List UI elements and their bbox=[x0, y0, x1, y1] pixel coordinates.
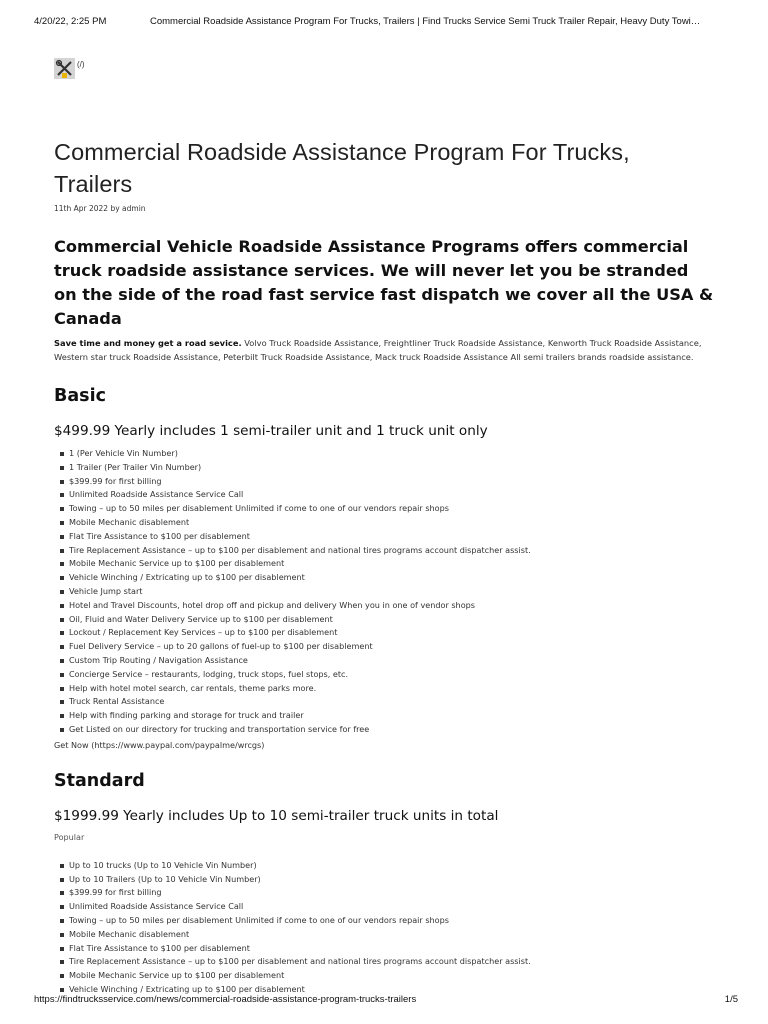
print-doc-title: Commercial Roadside Assistance Program For Trucks, Trailers | Find Trucks Service Semi Truck Trailer Repair, Heavy Duty Towi… bbox=[150, 16, 701, 27]
standard-feature-list bbox=[54, 859, 714, 997]
feature-item: Vehicle Winching / Extricating up to $100 per disablement bbox=[54, 571, 714, 585]
feature-item: Concierge Service – restaurants, lodging, truck stops, fuel stops, etc. bbox=[54, 668, 714, 682]
feature-item: Mobile Mechanic Service up to $100 per disablement bbox=[54, 969, 714, 983]
standard-plan-price: $1999.99 Yearly includes Up to 10 semi-trailer truck units in total bbox=[54, 807, 499, 824]
print-url: https://findtrucksservice.com/news/commercial-roadside-assistance-program-trucks-trailers bbox=[34, 994, 417, 1005]
feature-item: Hotel and Travel Discounts, hotel drop off and pickup and delivery When you in one of vendor shops bbox=[54, 599, 714, 613]
feature-item: Lockout / Replacement Key Services – up to $100 per disablement bbox=[54, 626, 714, 640]
feature-item: Truck Rental Assistance bbox=[54, 695, 714, 709]
feature-item: 1 (Per Vehicle Vin Number) bbox=[54, 447, 714, 461]
page-title: Commercial Roadside Assistance Program For Trucks, Trailers bbox=[54, 139, 630, 197]
feature-item: Mobile Mechanic disablement bbox=[54, 516, 714, 530]
site-logo-link[interactable] bbox=[54, 58, 85, 79]
feature-item: Vehicle Winching / Extricating up to $100 per disablement bbox=[54, 983, 714, 997]
popular-badge: Popular bbox=[54, 831, 85, 842]
page-number: 1/5 bbox=[724, 994, 738, 1005]
intro-text: Volvo Truck Roadside Assistance, Freightliner Truck Roadside Assistance, Kenworth Truck Roadside Assistance, Western star truck Roadside Assistance, Peterbilt Truck Roadside Assistance, Mack truck Roadside Assistance All semi trailers brands roadside assistance. bbox=[54, 338, 702, 362]
standard-plan-heading: Standard bbox=[54, 770, 145, 791]
feature-item: Unlimited Roadside Assistance Service Call bbox=[54, 900, 714, 914]
feature-item: Up to 10 trucks (Up to 10 Vehicle Vin Number) bbox=[54, 859, 714, 873]
feature-item: Vehicle Jump start bbox=[54, 585, 714, 599]
feature-item: Mobile Mechanic Service up to $100 per disablement bbox=[54, 557, 714, 571]
print-header bbox=[34, 16, 738, 30]
feature-item: Towing – up to 50 miles per disablement Unlimited if come to one of our vendors repair shops bbox=[54, 914, 714, 928]
print-datetime: 4/20/22, 2:25 PM bbox=[34, 16, 107, 27]
feature-item: Towing – up to 50 miles per disablement Unlimited if come to one of our vendors repair shops bbox=[54, 502, 714, 516]
basic-get-now-link[interactable]: Get Now (https://www.paypal.com/paypalme/wrcgs) bbox=[54, 739, 265, 750]
feature-item: 1 Trailer (Per Trailer Vin Number) bbox=[54, 461, 714, 475]
feature-item: $399.99 for first billing bbox=[54, 886, 714, 900]
basic-plan-price: $499.99 Yearly includes 1 semi-trailer unit and 1 truck unit only bbox=[54, 423, 488, 439]
truck-tools-logo-icon bbox=[54, 58, 75, 79]
feature-item: Help with finding parking and storage for truck and trailer bbox=[54, 709, 714, 723]
article bbox=[54, 136, 714, 997]
logo-link-text: (/) bbox=[77, 60, 85, 69]
feature-item: Up to 10 Trailers (Up to 10 Vehicle Vin Number) bbox=[54, 873, 714, 887]
feature-item: Mobile Mechanic disablement bbox=[54, 928, 714, 942]
post-meta: 11th Apr 2022 by admin bbox=[54, 204, 146, 213]
intro-bold: Save time and money get a road sevice. bbox=[54, 338, 242, 348]
lead-heading: Commercial Vehicle Roadside Assistance Programs offers commercial truck roadside assistance services. We will never let you be stranded on the side of the road fast service fast dispatch we cover all the USA & Canada bbox=[54, 237, 714, 328]
intro-paragraph bbox=[54, 336, 714, 364]
feature-item: Custom Trip Routing / Navigation Assistance bbox=[54, 654, 714, 668]
feature-item: Get Listed on our directory for trucking and transportation service for free bbox=[54, 723, 714, 737]
feature-item: Oil, Fluid and Water Delivery Service up to $100 per disablement bbox=[54, 613, 714, 627]
feature-item: Tire Replacement Assistance – up to $100 per disablement and national tires programs account dispatcher assist. bbox=[54, 544, 714, 558]
basic-feature-list bbox=[54, 447, 714, 737]
feature-item: Fuel Delivery Service – up to 20 gallons of fuel-up to $100 per disablement bbox=[54, 640, 714, 654]
feature-item: Flat Tire Assistance to $100 per disablement bbox=[54, 942, 714, 956]
feature-item: Flat Tire Assistance to $100 per disablement bbox=[54, 530, 714, 544]
feature-item: Unlimited Roadside Assistance Service Call bbox=[54, 488, 714, 502]
basic-plan-heading: Basic bbox=[54, 386, 106, 406]
print-footer bbox=[34, 994, 738, 1008]
feature-item: Tire Replacement Assistance – up to $100 per disablement and national tires programs account dispatcher assist. bbox=[54, 955, 714, 969]
feature-item: Help with hotel motel search, car rentals, theme parks more. bbox=[54, 682, 714, 696]
feature-item: $399.99 for first billing bbox=[54, 475, 714, 489]
